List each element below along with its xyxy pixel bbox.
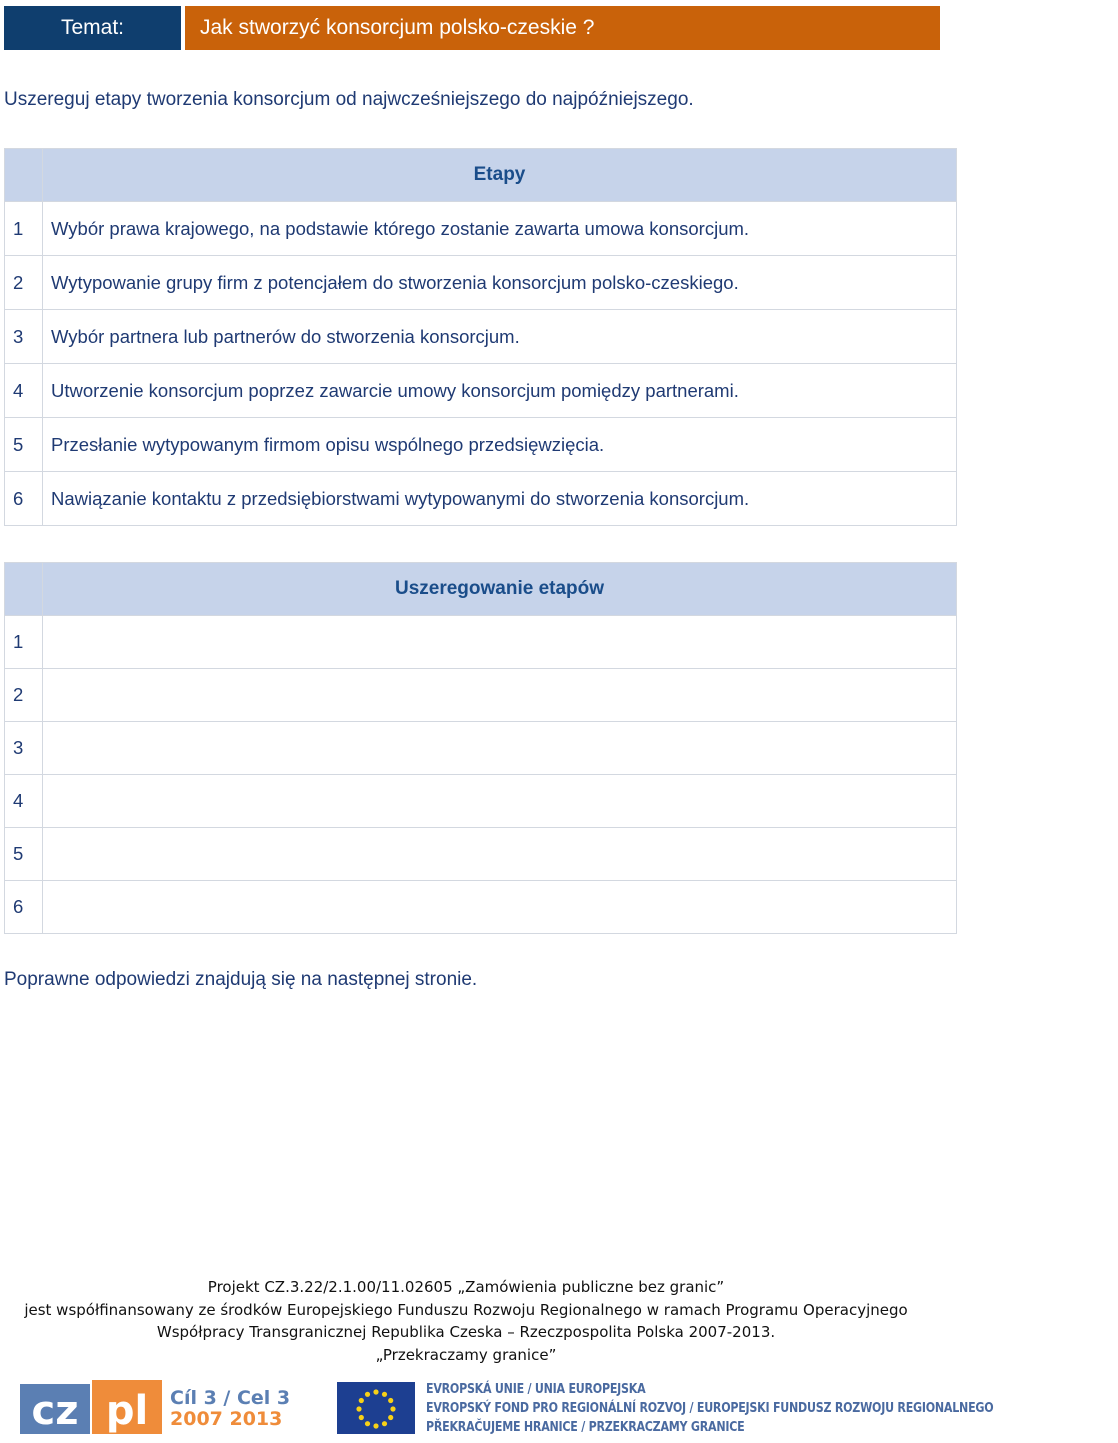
stage-number: 4: [5, 364, 43, 418]
order-number: 4: [5, 775, 43, 828]
stage-text: Wybór prawa krajowego, na podstawie którego zostanie zawarta umowa konsorcjum.: [43, 202, 957, 256]
answers-note: Poprawne odpowiedzi znajdują się na następnej stronie.: [4, 969, 478, 990]
eu-fund-text: [426, 1380, 1118, 1437]
table-row: [5, 881, 957, 934]
order-answer-cell[interactable]: [43, 722, 957, 775]
order-answer-cell[interactable]: [43, 828, 957, 881]
eu-line: PŘEKRAČUJEME HRANICE / PRZEKRACZAMY GRANICE: [426, 1419, 745, 1435]
stages-table-title: Etapy: [43, 149, 957, 202]
table-row: [5, 722, 957, 775]
footer-line: jest współfinansowany ze środków Europejskiego Funduszu Rozwoju Regionalnego w ramach Programu Operacyjnego: [24, 1300, 908, 1319]
table-row: [5, 418, 957, 472]
project-footer: [0, 1276, 932, 1366]
order-answer-cell[interactable]: [43, 616, 957, 669]
stage-number: 6: [5, 472, 43, 526]
svg-text:cz: cz: [31, 1388, 79, 1434]
stage-number: 2: [5, 256, 43, 310]
order-number: 1: [5, 616, 43, 669]
table-row: [5, 472, 957, 526]
stages-table-header: [5, 149, 957, 202]
eu-line: EVROPSKÝ FOND PRO REGIONÁLNÍ ROZVOJ / EUROPEJSKI FUNDUSZ ROZWOJU REGIONALNEGO: [426, 1400, 994, 1416]
footer-line: Współpracy Transgranicznej Republika Czeska – Rzeczpospolita Polska 2007-2013.: [156, 1323, 776, 1341]
eu-flag-icon: [337, 1382, 417, 1436]
stage-number: 1: [5, 202, 43, 256]
stage-text: Utworzenie konsorcjum poprzez zawarcie umowy konsorcjum pomiędzy partnerami.: [43, 364, 957, 418]
svg-text:pl: pl: [105, 1388, 149, 1434]
stage-text: Nawiązanie kontaktu z przedsiębiorstwami wytypowanymi do stworzenia konsorcjum.: [43, 472, 957, 526]
order-number: 3: [5, 722, 43, 775]
table-row: [5, 828, 957, 881]
order-answer-cell[interactable]: [43, 881, 957, 934]
stage-text: Przesłanie wytypowanym firmom opisu wspólnego przedsięwzięcia.: [43, 418, 957, 472]
order-table-header: [5, 563, 957, 616]
table-row: [5, 202, 957, 256]
table-row: [5, 256, 957, 310]
table-row: [5, 775, 957, 828]
stages-table: [4, 148, 957, 526]
header-empty-cell: [5, 149, 43, 202]
order-answer-cell[interactable]: [43, 669, 957, 722]
instruction-text: Uszereguj etapy tworzenia konsorcjum od najwcześniejszego do najpóźniejszego.: [4, 89, 694, 110]
table-row: [5, 669, 957, 722]
eu-line: EVROPSKÁ UNIE / UNIA EUROPEJSKA: [426, 1381, 646, 1397]
table-row: [5, 364, 957, 418]
svg-text:2007 2013: 2007 2013: [170, 1408, 283, 1430]
header-empty-cell: [5, 563, 43, 616]
order-table-title: Uszeregowanie etapów: [43, 563, 957, 616]
stage-text: Wytypowanie grupy firm z potencjałem do stworzenia konsorcjum polsko-czeskiego.: [43, 256, 957, 310]
order-number: 6: [5, 881, 43, 934]
svg-text:Cíl 3 / Cel 3: Cíl 3 / Cel 3: [170, 1387, 291, 1409]
order-number: 5: [5, 828, 43, 881]
table-row: [5, 616, 957, 669]
table-row: [5, 310, 957, 364]
topic-label: Temat:: [4, 6, 181, 50]
stage-number: 5: [5, 418, 43, 472]
footer-line: Projekt CZ.3.22/2.1.00/11.02605 „Zamówienia publiczne bez granic”: [207, 1278, 725, 1296]
cil-cel-3-logo: [170, 1386, 291, 1430]
stage-number: 3: [5, 310, 43, 364]
order-answer-cell[interactable]: [43, 775, 957, 828]
order-number: 2: [5, 669, 43, 722]
czpl-logo: [20, 1380, 162, 1436]
order-table: [4, 562, 957, 934]
stage-text: Wybór partnera lub partnerów do stworzenia konsorcjum.: [43, 310, 957, 364]
topic-title: Jak stworzyć konsorcjum polsko-czeskie ?: [185, 6, 940, 50]
footer-line: „Przekraczamy granice”: [375, 1345, 557, 1364]
